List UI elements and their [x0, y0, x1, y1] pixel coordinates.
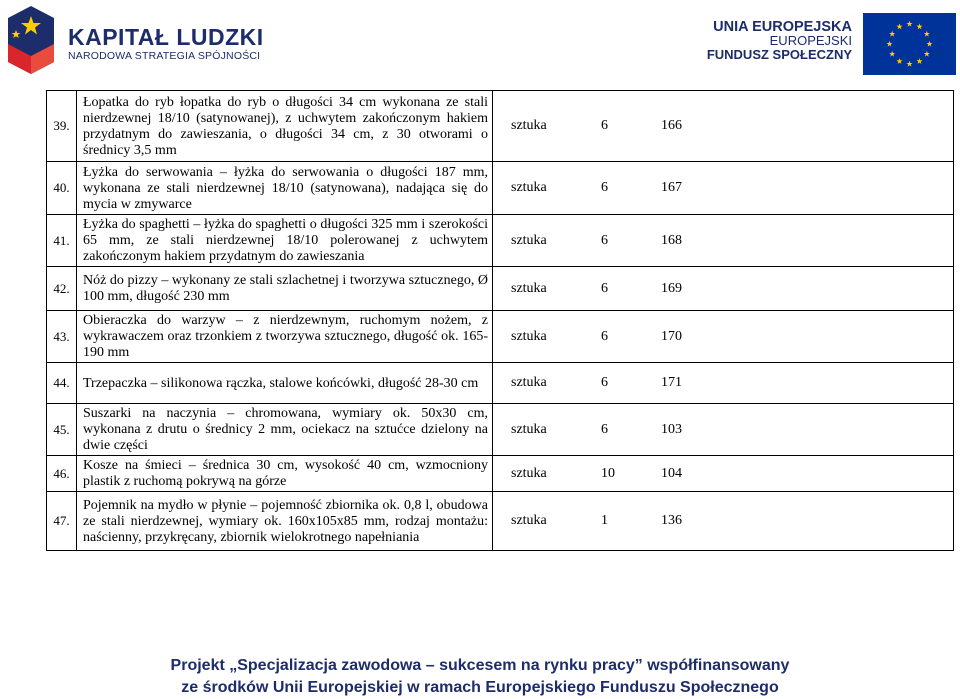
row-unit: sztuka [511, 513, 547, 528]
row-number: 42. [47, 267, 77, 311]
row-code: 136 [661, 513, 682, 528]
row-code: 104 [661, 465, 682, 481]
table-row [47, 162, 954, 215]
kapital-ludzki-subtitle: NARODOWA STRATEGIA SPÓJNOŚCI [68, 50, 261, 62]
row-quantity-cell [493, 363, 954, 404]
row-code: 166 [661, 118, 682, 133]
row-number: 46. [47, 456, 77, 492]
table-row [47, 215, 954, 267]
row-unit: sztuka [511, 328, 547, 344]
row-description: Nóż do pizzy – wykonany ze stali szlachetnej i tworzywa sztucznego, Ø 100 mm, długość 230 mm [77, 267, 493, 311]
row-number: 40. [47, 162, 77, 215]
row-number: 44. [47, 363, 77, 404]
row-quantity: 6 [601, 180, 608, 195]
row-code: 168 [661, 232, 682, 248]
row-description: Łyżka do spaghetti – łyżka do spaghetti o długości 325 mm i szerokości 65 mm, ze stali nierdzewnej 18/10 polerowanej z uchwytem zakończonym hakiem przydatnym do zawieszania [77, 215, 493, 267]
row-description: Łyżka do serwowania – łyżka do serwowania o długości 187 mm, wykonana ze stali nierdzewnej 18/10 (satynowana), nadająca się do mycia w zmywarce [77, 162, 493, 215]
row-number: 47. [47, 492, 77, 551]
row-description: Kosze na śmieci – średnica 30 cm, wysokość 40 cm, wzmocniony plastik z ruchomą pokrywą na górze [77, 456, 493, 492]
table-row [47, 404, 954, 456]
row-quantity: 6 [601, 118, 608, 133]
row-code: 103 [661, 421, 682, 437]
row-quantity: 6 [601, 232, 608, 248]
eu-fund-label [707, 20, 852, 62]
table-row [47, 311, 954, 363]
row-description: Trzepaczka – silikonowa rączka, stalowe końcówki, długość 28-30 cm [77, 363, 493, 404]
row-quantity-cell [493, 492, 954, 551]
row-quantity: 6 [601, 328, 608, 344]
eu-flag-icon [863, 13, 956, 75]
row-unit: sztuka [511, 421, 547, 437]
row-quantity: 6 [601, 375, 608, 390]
eu-line-2: EUROPEJSKI [769, 33, 852, 48]
row-quantity-cell [493, 311, 954, 363]
row-description: Suszarki na naczynia – chromowana, wymiary ok. 50x30 cm, wykonana z drutu o średnicy 2 mm, ociekacz na sztućce dzielony na dwie części [77, 404, 493, 456]
footer-line-2: ze środków Unii Europejskiej w ramach Europejskiego Funduszu Społecznego [181, 679, 779, 696]
eu-line-3: FUNDUSZ SPOŁECZNY [706, 47, 852, 62]
table-row [47, 267, 954, 311]
table-row [47, 456, 954, 492]
row-unit: sztuka [511, 180, 547, 195]
row-quantity: 1 [601, 513, 608, 528]
row-number: 43. [47, 311, 77, 363]
row-unit: sztuka [511, 118, 547, 133]
row-code: 167 [661, 180, 682, 195]
row-code: 171 [661, 375, 682, 390]
page-header [0, 0, 960, 85]
row-quantity-cell [493, 91, 954, 162]
row-unit: sztuka [511, 280, 547, 296]
row-number: 39. [47, 91, 77, 162]
row-code: 169 [661, 280, 682, 296]
kapital-ludzki-title: KAPITAŁ LUDZKI [68, 24, 264, 50]
row-quantity: 10 [601, 465, 615, 481]
row-code: 170 [661, 328, 682, 344]
kapital-ludzki-logo-icon [4, 4, 58, 76]
row-description: Obieraczka do warzyw – z nierdzewnym, ruchomym nożem, z wykrawaczem oraz trzonkiem z tworzywa sztucznego, długość ok. 165-190 mm [77, 311, 493, 363]
row-description: Pojemnik na mydło w płynie – pojemność zbiornika ok. 0,8 l, obudowa ze stali nierdzewnej, wymiary ok. 160x105x85 mm, rodzaj montażu: naścienny, przykręcany, zbiornik wielokrotnego napełniania [77, 492, 493, 551]
table-row [47, 492, 954, 551]
row-quantity-cell [493, 404, 954, 456]
table-row [47, 91, 954, 162]
row-description: Łopatka do ryb łopatka do ryb o długości 34 cm wykonana ze stali nierdzewnej 18/10 (satynowanej), z uchwytem zakończonym hakiem przydatnym do zawieszania, o długości 34 cm, z 30 otworami o średnicy 3,5 mm [77, 91, 493, 162]
eu-line-1: UNIA EUROPEJSKA [713, 19, 852, 35]
row-number: 41. [47, 215, 77, 267]
project-footer [0, 655, 960, 699]
row-number: 45. [47, 404, 77, 456]
row-unit: sztuka [511, 232, 547, 248]
row-quantity-cell [493, 456, 954, 492]
row-quantity-cell [493, 215, 954, 267]
row-unit: sztuka [511, 375, 547, 390]
table-row [47, 363, 954, 404]
row-quantity-cell [493, 162, 954, 215]
products-table [46, 90, 954, 551]
row-quantity: 6 [601, 280, 608, 296]
footer-line-1: Projekt „Specjalizacja zawodowa – sukcesem na rynku pracy” współfinansowany [170, 657, 790, 674]
row-unit: sztuka [511, 465, 547, 481]
row-quantity-cell [493, 267, 954, 311]
row-quantity: 6 [601, 421, 608, 437]
